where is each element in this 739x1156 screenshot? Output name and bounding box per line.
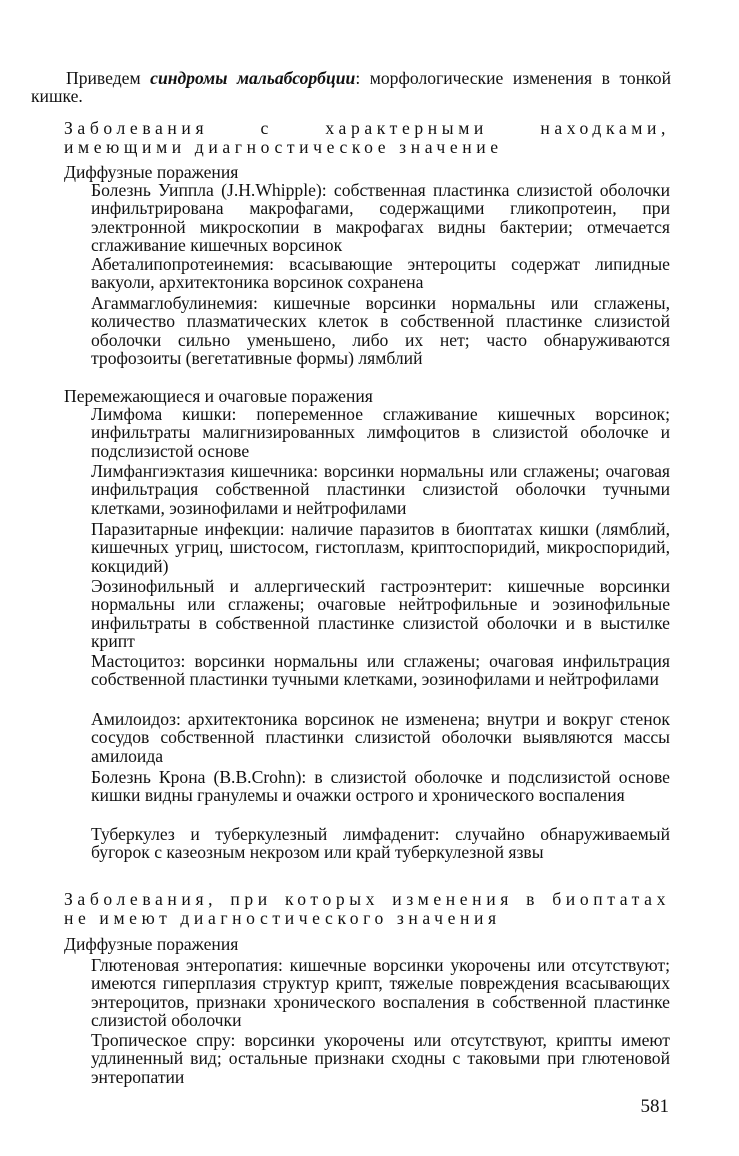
entry-lymphoma xyxy=(64,405,670,460)
entry-lymphangiectasia xyxy=(64,462,670,517)
intro-rest: : морфологические изменения в тонкой кишке. xyxy=(31,68,671,107)
entry-text: Мастоцитоз: ворсинки нормальны или сглажены; очаговая инфильтрация собственной пластинки тучными клетками, эозинофилами и нейтрофилами xyxy=(91,651,670,690)
page-number: 581 xyxy=(640,1096,669,1117)
entry-gluten-enteropathy xyxy=(64,956,670,1029)
entry-text: Глютеновая энтеропатия: кишечные ворсинки укорочены или отсутствуют; имеются гиперплазия структур крипт, тяжелые повреждения всасывающих энтероцитов, признаки хронического воспаления в собственной пластинке слизистой оболочки xyxy=(91,955,670,1030)
entry-text: Эозинофильный и аллергический гастроэнтерит: кишечные ворсинки нормальны или сглажены; очаговые нейтрофильные и эозинофильные инфильтраты в собственной пластинке слизистой оболочки и в выстилке крипт xyxy=(91,576,670,651)
group-title-diffuse-2: Диффузные поражения xyxy=(64,934,239,954)
entry-abetalipoproteinemia xyxy=(64,255,670,292)
group-title-focal: Перемежающиеся и очаговые поражения xyxy=(64,386,373,406)
entry-mastocytosis xyxy=(64,652,670,689)
entry-text: Абеталипопротеинемия: всасывающие энтероциты содержат липидные вакуоли, архитектоника ворсинок сохранена xyxy=(91,254,670,293)
entry-crohn xyxy=(64,768,670,805)
section-heading-nondiagnostic: Заболевания, при которых изменения в биоптатах не имеют диагностического значения xyxy=(64,889,670,928)
entry-text: Болезнь Крона (B.B.Crohn): в слизистой оболочке и подслизистой основе кишки видны гранулемы и очажки острого и хронического воспаления xyxy=(91,767,670,806)
entry-tuberculosis xyxy=(64,825,670,862)
entry-text: Лимфома кишки: попеременное сглаживание кишечных ворсинок; инфильтраты малигнизированных лимфоцитов в слизистой оболочке и подслизистой основе xyxy=(91,404,670,461)
entry-tropical-sprue xyxy=(64,1031,670,1086)
entry-text: Амилоидоз: архитектоника ворсинок не изменена; внутри и вокруг стенок сосудов собственной пластинки слизистой оболочки выявляются массы амилоида xyxy=(91,709,670,766)
entry-parasitic-infections xyxy=(64,520,670,575)
entry-text: Паразитарные инфекции: наличие паразитов в биоптатах кишки (лямблий, кишечных угриц, шистосом, гистоплазм, криптоспоридий, микроспоридий, кокцидий) xyxy=(91,519,670,576)
entry-agammaglobulinemia xyxy=(64,294,670,367)
entry-text: Болезнь Уиппла (J.H.Whipple): собственная пластинка слизистой оболочки инфильтрирована макрофагами, содержащими гликопротеин, при электронной микроскопии в макрофагах видны бактерии; отмечается сглаживание кишечных ворсинок xyxy=(91,180,670,255)
entry-eosinophilic-gastroenteritis xyxy=(64,577,670,650)
entry-text: Туберкулез и туберкулезный лимфаденит: случайно обнаруживаемый бугорок с казеозным некрозом или край туберкулезной язвы xyxy=(91,824,670,863)
group-title-diffuse: Диффузные поражения xyxy=(64,162,239,182)
section-heading-diagnostic: Заболевания с характерными находками, имеющими диагностическое значение xyxy=(64,118,670,157)
intro-lead: Приведем xyxy=(66,68,151,88)
entry-whipple xyxy=(64,181,670,254)
entry-text: Тропическое спру: ворсинки укорочены или отсутствуют, крипты имеют удлиненный вид; остальные признаки сходны с таковыми при глютеновой энтеропатии xyxy=(91,1030,670,1087)
intro-emphasis: синдромы мальабсорбции xyxy=(150,68,356,88)
entry-amyloidosis xyxy=(64,710,670,765)
entry-text: Лимфангиэктазия кишечника: ворсинки нормальны или сглажены; очаговая инфильтрация собственной пластинки слизистой оболочки тучными клетками, эозинофилами и нейтрофилами xyxy=(91,461,670,518)
intro-paragraph xyxy=(31,69,671,106)
entry-text: Агаммаглобулинемия: кишечные ворсинки нормальны или сглажены, количество плазматических клеток в собственной пластинке слизистой оболочки сильно уменьшено, либо их нет; часто обнаруживаются трофозоиты (вегетативные формы) лямблий xyxy=(91,293,670,368)
